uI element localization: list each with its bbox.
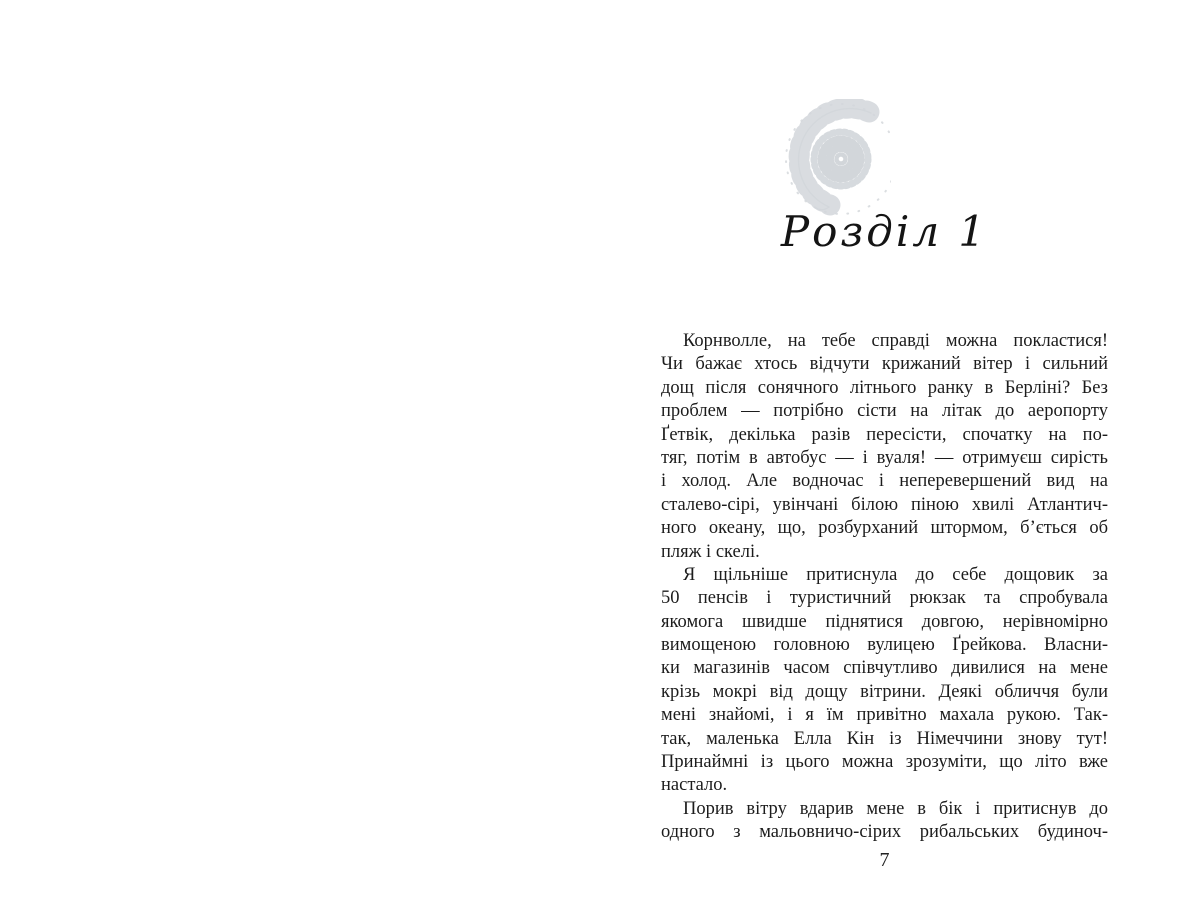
paragraph-1	[661, 330, 1108, 564]
text-line: пляж і скелі.	[661, 541, 760, 562]
text-line: крізь мокрі від дощу вітрини. Деякі обличчя були	[661, 681, 1108, 702]
text-line: Порив вітру вдарив мене в бік і притиснув до	[683, 798, 1108, 819]
text-line: так, маленька Елла Кін із Німеччини знову тут!	[661, 728, 1108, 749]
text-line: Корнволле, на тебе справді можна покластися!	[683, 331, 1108, 351]
text-line: Чи бажає хтось відчути крижаний вітер і сильний	[661, 354, 1108, 375]
text-line: настало.	[661, 775, 728, 796]
text-line: тяг, потім в автобус — і вуаля! — отримуєш сирість	[661, 447, 1108, 468]
text-line: ного океану, що, розбурханий штормом, б’ється об	[661, 518, 1108, 539]
chapter-ornament	[769, 99, 891, 221]
ammonite-shell-icon	[769, 99, 891, 221]
body-text	[661, 330, 1108, 845]
text-line: вимощеною головною вулицею Ґрейкова. Власни-	[661, 635, 1108, 656]
text-line: одного з мальовничо-сірих рибальських будиноч-	[661, 822, 1108, 843]
text-line: Принаймні із цього можна зрозуміти, що літо вже	[661, 752, 1108, 773]
text-line: мені знайомі, і я їм привітно махала рукою. Так-	[661, 705, 1108, 726]
text-line: ки магазинів часом співчутливо дивилися на мене	[661, 658, 1108, 679]
page-number: 7	[879, 849, 890, 871]
paragraph-3	[661, 798, 1108, 845]
chapter-title: Розділ 1	[780, 207, 989, 256]
book-page	[661, 0, 1108, 918]
text-line: 50 пенсів і туристичний рюкзак та спробувала	[661, 588, 1108, 609]
text-line: дощ після сонячного літнього ранку в Берліні? Без	[661, 377, 1108, 398]
text-line: проблем — потрібно сісти на літак до аеропорту	[661, 401, 1108, 422]
text-line: Ґетвік, декілька разів пересісти, спочатку на по-	[661, 424, 1108, 445]
text-line: Я щільніше притиснула до себе дощовик за	[683, 564, 1108, 585]
text-line: сталево-сірі, увінчані білою піною хвилі Атлантич-	[661, 494, 1108, 515]
text-line: якомога швидше піднятися довгою, нерівномірно	[661, 611, 1108, 632]
text-line: і холод. Але водночас і неперевершений вид на	[661, 471, 1108, 492]
paragraph-2	[661, 564, 1108, 798]
